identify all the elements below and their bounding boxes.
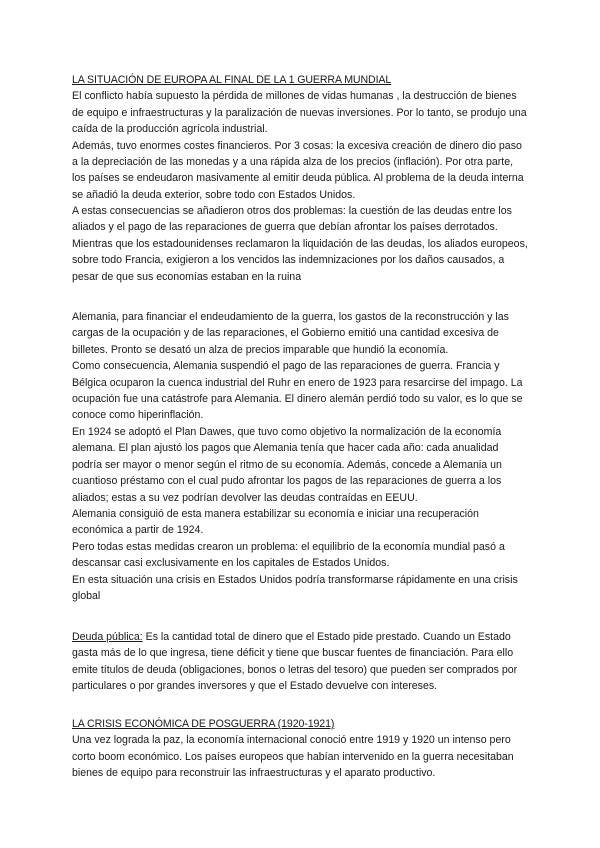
paragraph: Como consecuencia, Alemania suspendió el pago de las reparaciones de guerra. Francia y Bélgica ocuparon la cuenca industrial del Ruhr en enero de 1923 para resarcirse del impago. La ocupación fue una catástrofe para Alemania. El dinero alemán perdió todo su valor, es lo que se conoce como hiperinflación.	[72, 360, 523, 422]
section-world-balance	[72, 539, 528, 605]
paragraph: Alemania consiguió de esta manera estabilizar su economía e iniciar una recuperación económica a partir de 1924.	[72, 508, 479, 537]
paragraph: Pero todas estas medidas crearon un problema: el equilibrio de la economía mundial pasó a descansar casi exclusivamente en los capitales de Estados Unidos.	[72, 541, 505, 570]
section-debts-reparations	[72, 203, 528, 285]
section-plan-dawes	[72, 424, 528, 539]
paragraph: Una vez lograda la paz, la economía internacional conoció entre 1919 y 1920 un intenso pero corto boom económico. Los países europeos que habían intervenido en la guerra necesitaban bienes de equipo para reconstruir las infraestructuras y el aparato productivo.	[72, 734, 514, 780]
paragraph: A estas consecuencias se añadieron otros dos problemas: la cuestión de las deudas entre los aliados y el pago de las reparaciones de guerra que debían afrontar los países derrotados.	[72, 205, 512, 234]
definition-paragraph	[72, 629, 528, 695]
paragraph: Además, tuvo enormes costes financieros. Por 3 cosas: la excesiva creación de dinero dio paso a la depreciación de las monedas y a una rápida alza de los precios (inflación). Por otra parte, los países se endeudaron masivamente al emitir deuda pública. Al problema de la deuda interna se añadió la deuda exterior, sobre todo con Estados Unidos.	[72, 139, 524, 201]
paragraph: Mientras que los estadounidenses reclamaron la liquidación de las deudas, los aliados europeos, sobre todo Francia, exigieron a los vencidos las indemnizaciones por los daños causados, a pesar de que sus economías estaban en la ruina	[72, 237, 528, 283]
section-europe-after-war	[72, 72, 528, 203]
section-postwar-crisis	[72, 716, 528, 782]
section-heading: LA CRISIS ECONÓMICA DE POSGUERRA (1920-1921)	[72, 718, 335, 730]
paragraph: El conflicto había supuesto la pérdida de millones de vidas humanas , la destrucción de bienes de equipo e infraestructuras y la paralización de nuevas inversiones. Por lo tanto, se produjo una caída de la producción agrícola industrial.	[72, 90, 527, 136]
section-germany-hyperinflation	[72, 309, 528, 424]
definition-term: Deuda pública:	[72, 631, 143, 643]
section-heading: LA SITUACIÓN DE EUROPA AL FINAL DE LA 1 GUERRA MUNDIAL	[72, 74, 392, 86]
definition-text: Es la cantidad total de dinero que el Estado pide prestado. Cuando un Estado gasta más de lo que ingresa, tiene déficit y tiene que buscar fuentes de financiación. Para ello emite títulos de deuda (obligaciones, bonos o letras del tesoro) que pueden ser comprados por particulares o por grandes inversores y que el Estado devuelve con intereses.	[72, 631, 518, 693]
definition-public-debt	[72, 629, 528, 695]
paragraph: Alemania, para financiar el endeudamiento de la guerra, los gastos de la reconstrucción y las cargas de la ocupación y de las reparaciones, el Gobierno emitió una cantidad excesiva de billetes. Pronto se desató un alza de precios imparable que hundió la economía.	[72, 311, 509, 356]
paragraph: En esta situación una crisis en Estados Unidos podría transformarse rápidamente en una crisis global	[72, 573, 518, 603]
paragraph: En 1924 se adoptó el Plan Dawes, que tuvo como objetivo la normalización de la economía alemana. El plan ajustó los pagos que Alemania tenía que hacer cada año: cada anualidad podría ser mayor o menor según el ritmo de su economía. Además, concede a Alemania un cuantioso préstamo con el cual pudo afrontar los pagos de las reparaciones de guerra a los aliados; estas a su vez podrían devolver las deudas contraídas en EEUU.	[72, 426, 502, 504]
